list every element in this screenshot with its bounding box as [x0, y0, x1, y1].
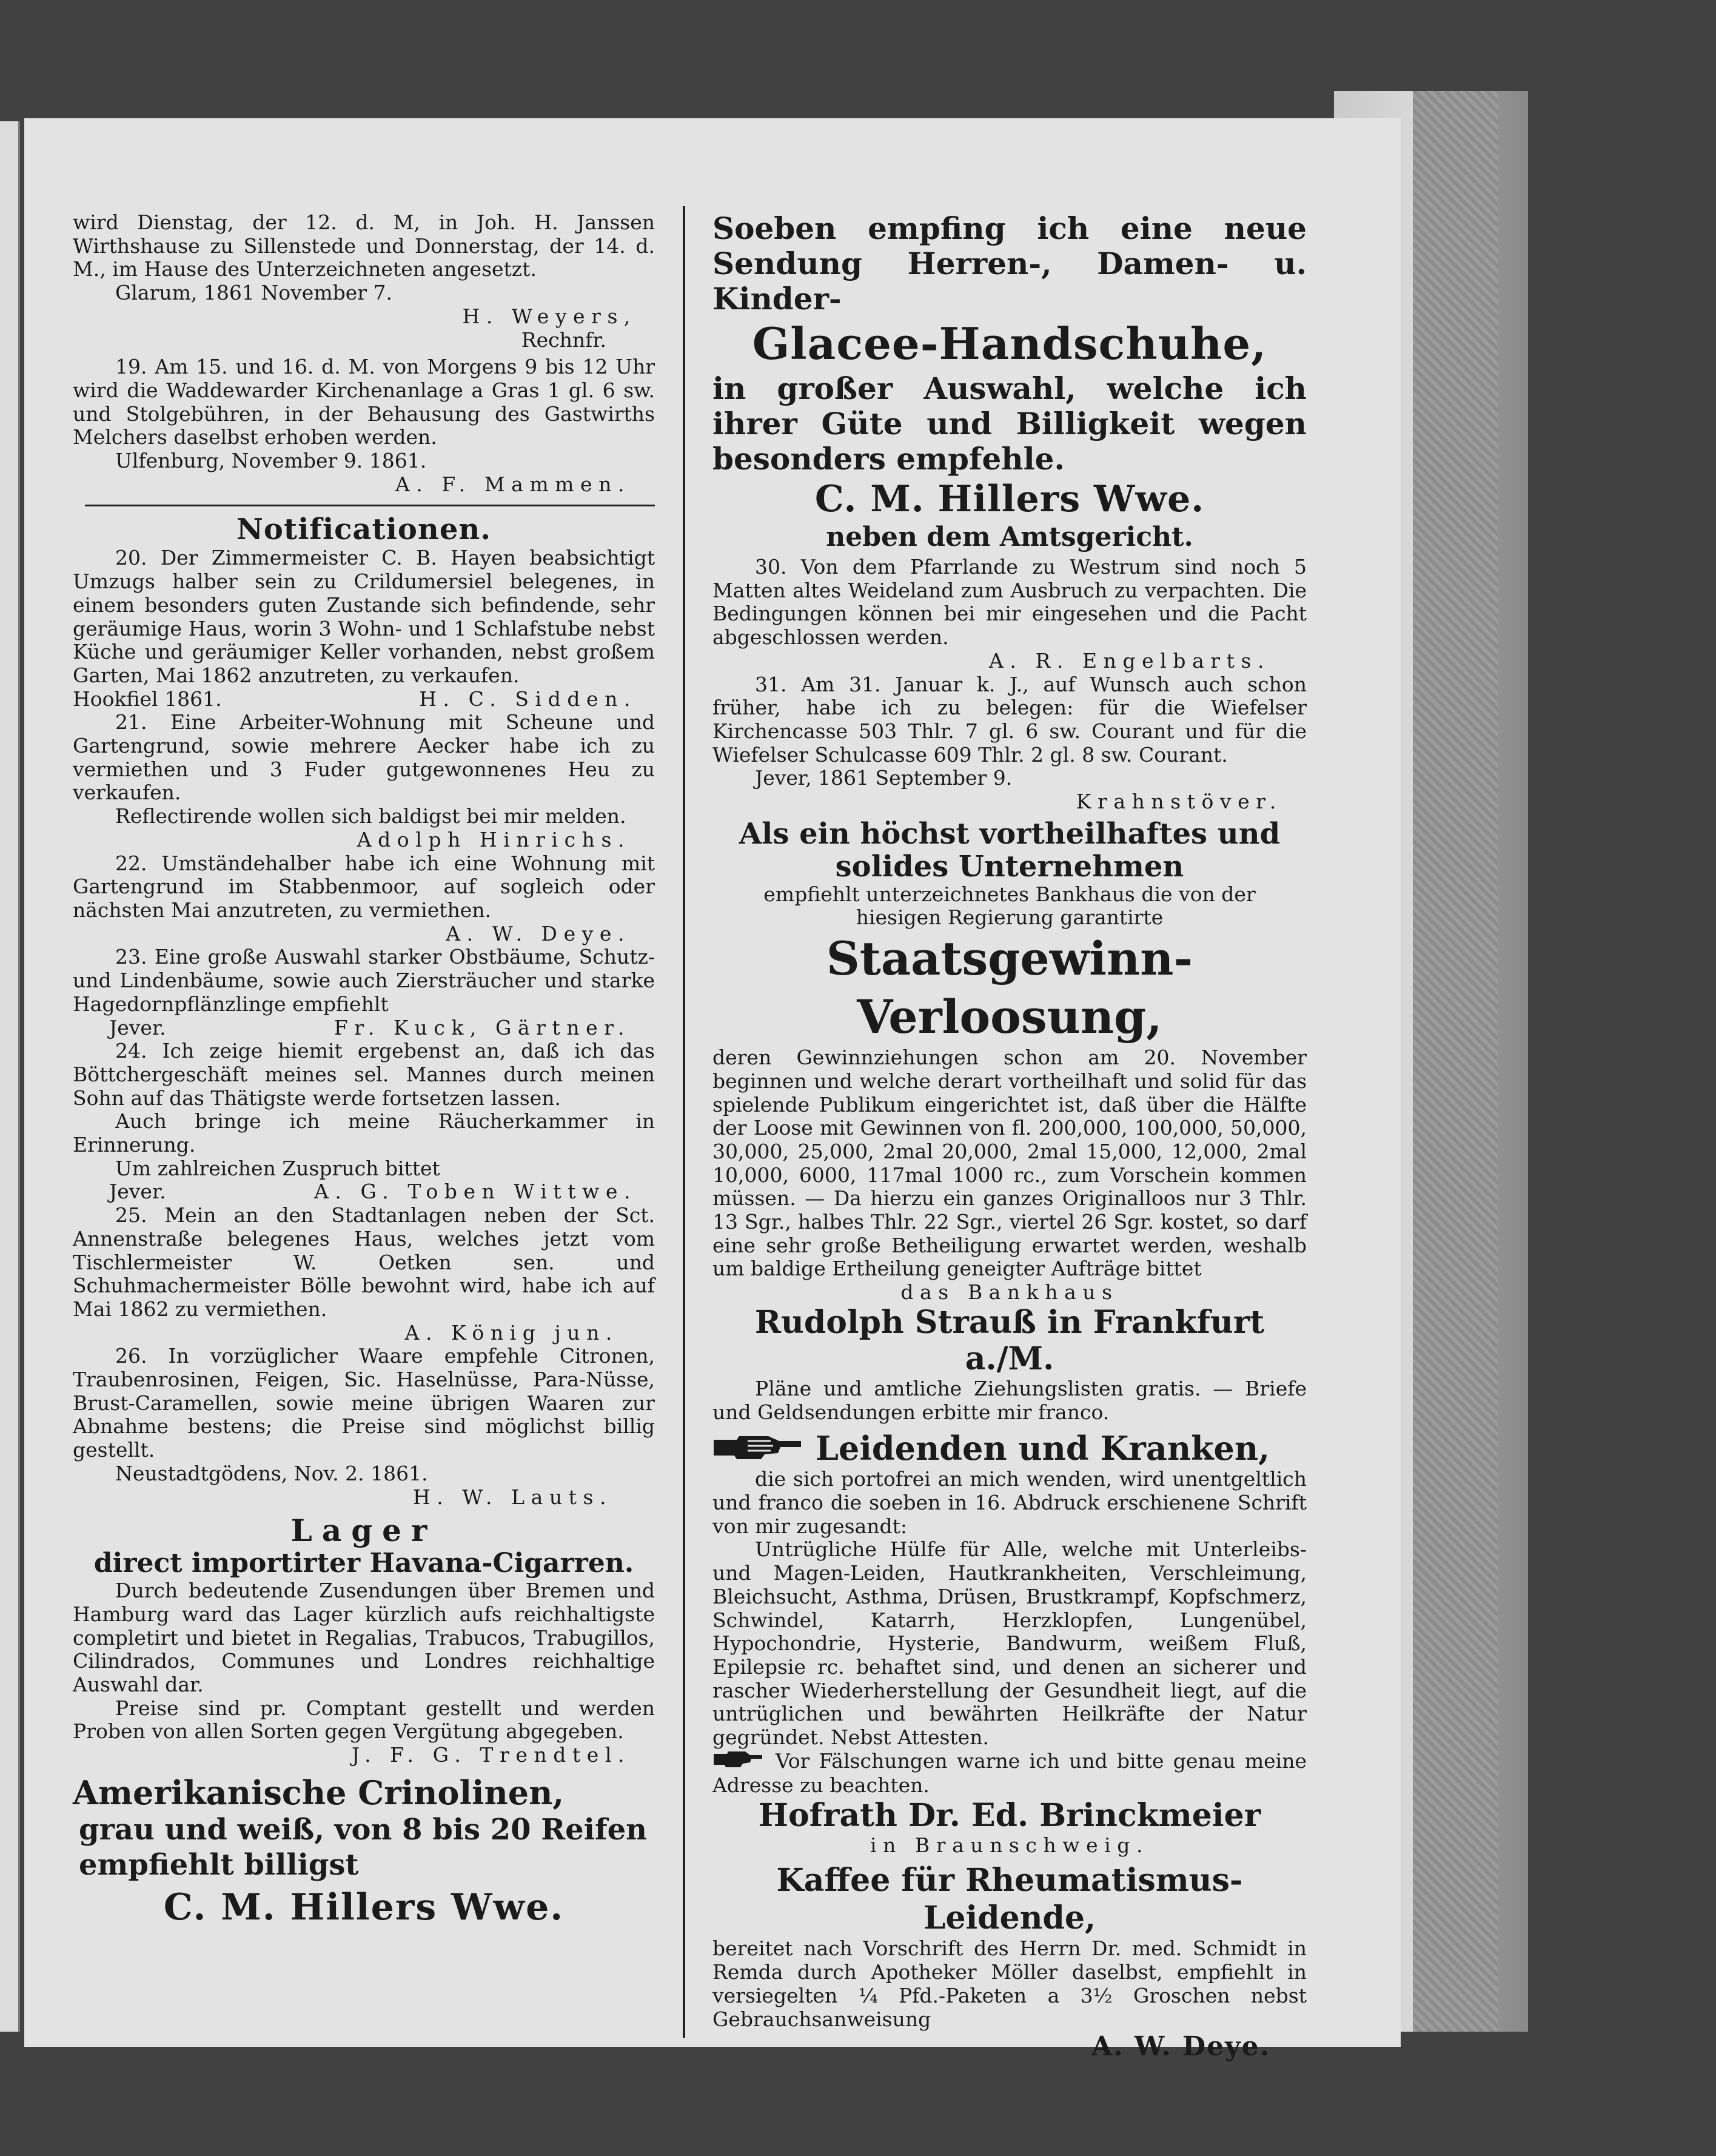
ad-body: in großer Auswahl, welche ich ihrer Güte und Billigkeit wegen besonders empfehle. [712, 371, 1307, 477]
ad-warning [712, 1750, 1307, 1798]
notice-31 [712, 673, 1307, 814]
notice-30 [712, 556, 1307, 673]
ad-bank-label: das Bankhaus [900, 1280, 1119, 1305]
ad-title: Lager [290, 1513, 437, 1549]
notice-signature: A. König jun. [404, 1320, 618, 1345]
place: Jever. [109, 1180, 166, 1204]
ad-title: Amerikanische Crinolinen, [73, 1773, 565, 1812]
place: Hookfiel 1861. [73, 687, 222, 711]
notice-role: Rechnfr. [521, 327, 606, 352]
notice-text: 26. In vorzüglicher Waare empfehle Citronen, Traubenrosinen, Feigen, Sic. Haselnüsse, Para-Nüsse, Brust-Caramellen, sowie meine übrigen Waaren zur Abnahme bestens; die Preise sind möglichst billig gestellt. [73, 1344, 655, 1462]
notice-signature: Fr. Kuck, Gärtner. [333, 1015, 631, 1039]
notice-24 [73, 1039, 655, 1204]
notice-text: 24. Ich zeige hiemit ergebenst an, daß ich das Böttchergeschäft meines sel. Mannes durch meinen Sohn auf das Thätigste werde fortsetzen lassen. [73, 1039, 655, 1110]
health-ad [712, 1429, 1307, 1857]
pointing-hand-icon [712, 1750, 763, 1774]
ad-body: deren Gewinnziehungen schon am 20. November beginnen und welche derart vortheilhaft und solid für das spielende Publikum eingerichtet ist, daß über die Hälfte der Loose mit Gewinnen von fl. 200,000, 100,000, 50,000, 30,000, 25,000, 2mal 20,000, 2mal 15,000, 12,000, 2mal 10,000, 6000, 117mal 1000 rc., zum Vorschein kommen müssen. — Da hierzu ein ganzes Originalloos nur 3 Thlr. 13 Sgr., halbes Thlr. 22 Sgr., viertel 26 Sgr. kostet, so darf eine sehr große Betheiligung erwartet werden, weshalb um baldige Ertheilung geneigter Aufträge bittet [712, 1046, 1307, 1281]
ad-signature: A. W. Deye. [1091, 2031, 1270, 2063]
ad-subtitle: direct importirter Havana-Cigarren. [93, 1548, 634, 1579]
section-title: Notificationen. [236, 512, 491, 547]
notice-text: 31. Am 31. Januar k. J., auf Wunsch auch schon früher, habe ich zu belegen: für die Wiefelser Kirchencasse 503 Thlr. 7 gl. 6 sw. Courant und für die Wiefelser Schulcasse 609 Thlr. 2 gl. 8 sw. Courant. [712, 672, 1307, 767]
warning-text: Vor Fälschungen warne ich und bitte genau meine Adresse zu beachten. [712, 1748, 1307, 1798]
pointing-hand-icon [712, 1432, 803, 1464]
notice-cont [73, 211, 655, 352]
notice-text-2: Auch bringe ich meine Räucherkammer in Erinnerung. [73, 1109, 655, 1157]
notice-21 [73, 711, 655, 851]
notice-text: wird Dienstag, der 12. d. M, in Joh. H. Janssen Wirthshause zu Sillenstede und Donnerstag, der 14. d. M., im Hause des Unterzeichneten angesetzt. [73, 210, 655, 281]
ad-signature: J. F. G. Trendtel. [351, 1743, 631, 1767]
ad-body-2: Preise sind pr. Comptant gestellt und werden Proben von allen Sorten gegen Vergütung abgegeben. [73, 1696, 655, 1744]
cigar-ad [73, 1514, 655, 1767]
notice-signature: A. W. Deye. [446, 921, 631, 945]
notice-26 [73, 1345, 655, 1509]
ad-signature: C. M. Hillers Wwe. [163, 1886, 565, 1929]
left-column [73, 211, 655, 1929]
ad-title: Kaffee für Rheumatismus-Leidende, [776, 1862, 1243, 1937]
ad-title: Staatsgewinn-Verloosung, [826, 932, 1193, 1044]
ad-city: in Braunschweig. [870, 1833, 1150, 1857]
notice-22 [73, 852, 655, 946]
column-divider [683, 206, 685, 2038]
ad-body: die sich portofrei an mich wenden, wird unentgeltlich und franco die soeben in 16. Abdruck erschienene Schrift von mir zugesandt: [712, 1467, 1307, 1538]
notice-signature: H. W. Lauts. [412, 1485, 612, 1509]
notice-23 [73, 945, 655, 1039]
notice-text: 23. Eine große Auswahl starker Obstbäume, Schutz- und Lindenbäume, sowie auch Ziersträucher und starke Hagedornpflänzlinge empfiehlt [73, 945, 655, 1016]
ad-address: neben dem Amtsgericht. [826, 522, 1193, 552]
ad-title-row [712, 1429, 1307, 1468]
notice-text: 25. Mein an den Stadtanlagen neben der Sct. Annenstraße belegenes Haus, welches jetzt vom Tischlermeister W. Oetken sen. und Schuhmachermeister Bölle bewohnt wird, habe ich auf Mai 1862 zu vermiethen. [73, 1203, 655, 1321]
ad-intro: empfiehlt unterzeichnetes Bankhaus die von der hiesigen Regierung garantirte [763, 882, 1256, 930]
notice-19 [73, 355, 655, 496]
notice-text-3: Um zahlreichen Zuspruch bittet [115, 1156, 440, 1180]
notice-signature: A. R. Engelbarts. [989, 648, 1270, 673]
notice-text-2: Reflectirende wollen sich baldigst bei mir melden. [115, 804, 626, 828]
notice-text: 21. Eine Arbeiter-Wohnung mit Scheune und Gartengrund, sowie mehrere Aecker habe ich zu vermiethen und 3 Fuder gutgewonnenes Heu zu verkaufen. [73, 710, 655, 805]
notice-signature: H. Weyers, [462, 304, 637, 328]
ad-subtitle: grau und weiß, von 8 bis 20 Reifen [79, 1812, 648, 1847]
crinoline-ad [73, 1773, 655, 1929]
book-cover [1413, 91, 1498, 2032]
ad-signature: C. M. Hillers Wwe. [814, 478, 1205, 520]
ad-title: Leidenden und Kranken, [816, 1429, 1270, 1468]
notice-signature: Krahnstöver. [1076, 790, 1282, 814]
ad-title: Glacee-Handschuhe, [752, 318, 1267, 369]
notice-20 [73, 546, 655, 711]
place: Jever. [109, 1015, 166, 1039]
ad-subtitle-2: empfiehlt billigst [79, 1847, 359, 1882]
notice-signature: A. G. Toben Wittwe. [313, 1180, 637, 1204]
ad-body-2: Untrügliche Hülfe für Alle, welche mit Unterleibs- und Magen-Leiden, Hautkrankheiten, Verschleimung, Bleichsucht, Asthma, Drüsen, Brustkrampf, Kopfschmerz, Schwindel, Katarrh, Herzklopfen, Lungenübel, Hypochondrie, Hysterie, Bandwurm, weißem Fluß, Epilepsie rc. behaftet sind, und denen an sicherer und rascher Wiederherstellung der Gesundheit liegt, auf die untrüglichen und bewährten Heilkräfte der Natur gegründet. Nebst Attesten. [712, 1537, 1307, 1750]
ad-signature: Hofrath Dr. Ed. Brinckmeier [758, 1796, 1261, 1834]
ad-headline: Als ein höchst vortheilhaftes und solides Unternehmen [739, 816, 1281, 884]
notice-place-date [73, 688, 655, 711]
ad-body: Durch bedeutende Zusendungen über Bremen und Hamburg ward das Lager kürzlich aufs reichhaltigste completirt und bietet in Regalias, Trabucos, Trabugillos, Cilindrados, Communes und Londres reichhaltige Auswahl dar. [73, 1579, 655, 1697]
notice-place-date: Neustadtgödens, Nov. 2. 1861. [115, 1461, 428, 1485]
notice-place-date: Glarum, 1861 November 7. [115, 281, 392, 305]
ad-body: bereitet nach Vorschrift des Herrn Dr. med. Schmidt in Remda durch Apotheker Möller daselbst, empfiehlt in versiegelten ¼ Pfd.-Paketen a 3½ Groschen nebst Gebrauchsanweisung [712, 1936, 1307, 2031]
notice-signature: H. C. Sidden. [419, 687, 637, 711]
lottery-ad [712, 818, 1307, 1425]
notice-place-date: Ulfenburg, November 9. 1861. [115, 449, 427, 473]
notice-text: 22. Umständehalber habe ich eine Wohnung mit Gartengrund im Stabbenmoor, auf sogleich oder nächsten Mai anzutreten, zu vermiethen. [73, 851, 655, 922]
notice-place-date [73, 1016, 655, 1040]
notice-signature: Adolph Hinrichs. [357, 827, 631, 851]
notice-text: 20. Der Zimmermeister C. B. Hayen beabsichtigt Umzugs halber sein zu Crildumersiel belegenes, in einem besonders guten Zustande sich befindende, sehr geräumige Haus, worin 3 Wohn- und 1 Schlafstube nebst Küche und geräumiger Keller vorhanden, nebst großem Garten, Mai 1862 anzutreten, zu verkaufen. [73, 546, 655, 687]
notice-text: 30. Von dem Pfarrlande zu Westrum sind noch 5 Matten altes Weideland zum Ausbruch zu verpachten. Die Bedingungen können bei mir eingesehen und die Pacht abgeschlossen werden. [712, 555, 1307, 650]
notice-place-date: Jever, 1861 September 9. [755, 766, 1013, 790]
notice-25 [73, 1204, 655, 1345]
notice-place-date [73, 1180, 655, 1204]
coffee-ad [712, 1862, 1307, 2063]
right-column [712, 211, 1307, 2063]
ad-lead: Soeben empfing ich eine neue Sendung Herren-, Damen- u. Kinder- [712, 210, 1307, 317]
left-page-edge [0, 121, 20, 2032]
notice-signature: A. F. Mammen. [395, 472, 631, 496]
notice-text: 19. Am 15. und 16. d. M. von Morgens 9 bis 12 Uhr wird die Waddewarder Kirchenanlage a Gras 1 gl. 6 sw. und Stolgebühren, in der Behausung des Gastwirths Melchers daselbst erhoben werden. [73, 355, 655, 449]
ad-signature: Rudolph Strauß in Frankfurt a./M. [754, 1303, 1265, 1377]
section-rule [85, 505, 655, 506]
ad-footnote: Pläne und amtliche Ziehungslisten gratis. — Briefe und Geldsendungen erbitte mir franco. [712, 1376, 1307, 1424]
gloves-ad [712, 211, 1307, 553]
